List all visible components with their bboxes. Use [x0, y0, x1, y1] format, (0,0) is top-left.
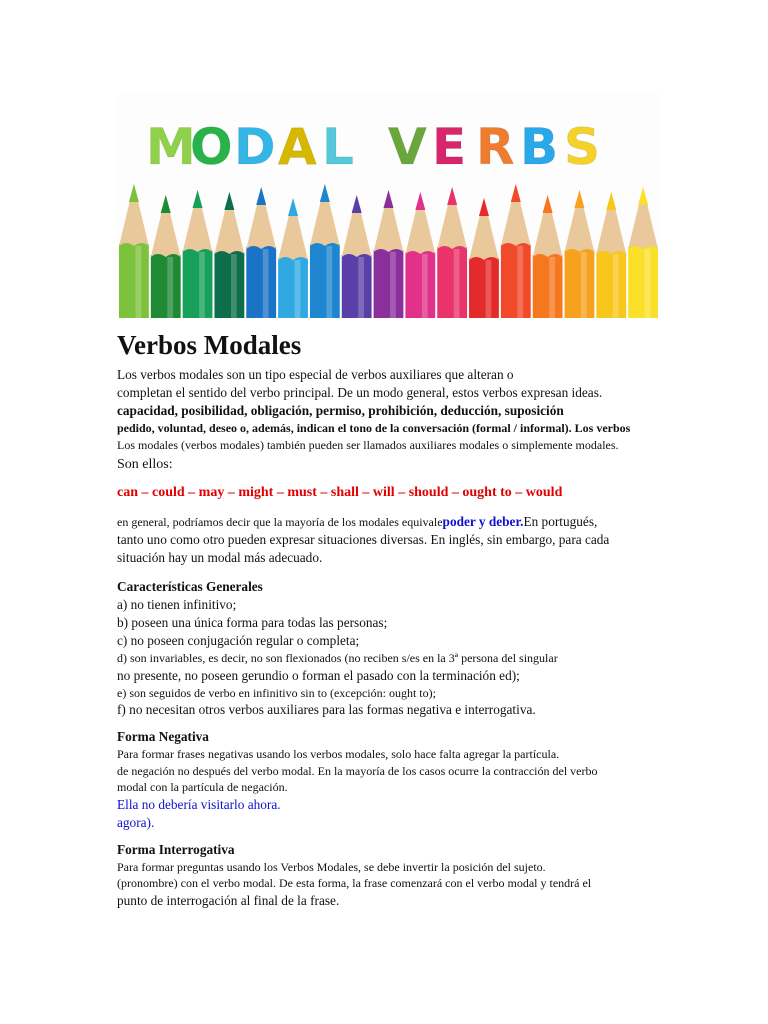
pencil — [374, 190, 404, 318]
characteristics-item: d) son invariables, es decir, no son flexionados (no reciben s/es en la 3ª persona del singular — [117, 651, 558, 665]
modal-verbs-banner — [118, 94, 659, 318]
pencil — [469, 198, 499, 318]
pencil — [628, 187, 658, 318]
banner-title-letter: D — [234, 118, 276, 176]
banner-title-letter: S — [564, 118, 601, 176]
interrogative-title: Forma Interrogativa — [117, 841, 235, 857]
pencil — [501, 184, 531, 318]
pencil — [533, 195, 563, 318]
negative-line-1: Para formar frases negativas usando los verbos modales, solo hace falta agregar la partícula. — [117, 747, 560, 761]
pencil — [565, 190, 595, 318]
intro-line-1: Los verbos modales son un tipo especial de verbos auxiliares que alteran o — [117, 367, 514, 382]
equivalence-line-3: situación hay un modal más adecuado. — [117, 550, 323, 565]
document-body — [117, 330, 665, 910]
banner-title — [146, 118, 600, 176]
equivalence-pre: en general, podríamos decir que la mayoría de los modales equivale — [117, 515, 443, 529]
characteristics-item: e) son seguidos de verbo en infinitivo sin to (excepción: ought to); — [117, 685, 436, 700]
equivalence-post: En portugués, — [523, 514, 598, 529]
equivalence-highlight: poder y deber. — [442, 514, 524, 529]
banner-title-letter: E — [432, 118, 467, 176]
intro-line-5: Los modales (verbos modales) también pueden ser llamados auxiliares modales o simplemente modales. — [117, 437, 619, 452]
characteristics-item: a) no tienen infinitivo; — [117, 597, 237, 612]
equivalence-line-2: tanto uno como otro pueden expresar situaciones diversas. En inglés, sin embargo, para cada — [117, 532, 610, 547]
intro-line-4: pedido, voluntad, deseo o, además, indican el tono de la conversación (formal / informal). Los verbos — [117, 421, 631, 435]
negative-line-2: de negación no después del verbo modal. En la mayoría de los casos ocurre la contracción del verbo — [117, 763, 598, 778]
equivalence-line-1 — [117, 513, 665, 531]
pencil — [119, 184, 149, 318]
negative-title: Forma Negativa — [117, 729, 209, 744]
pencil — [342, 195, 372, 318]
characteristics-item: c) no poseen conjugación regular o completa; — [117, 633, 360, 648]
pencil — [437, 187, 467, 318]
pencil — [278, 198, 308, 318]
intro-line-6: Son ellos: — [117, 457, 173, 472]
intro-line-3: capacidad, posibilidad, obligación, permiso, prohibición, deducción, suposición — [117, 403, 564, 418]
interrogative-line-3: punto de interrogación al final de la frase. — [117, 892, 340, 908]
pencil — [214, 192, 244, 318]
interrogative-line-2: (pronombre) con el verbo modal. De esta forma, la frase comenzará con el verbo modal y tendrá el — [117, 876, 592, 890]
intro-line-2: completan el sentido del verbo principal. De un modo general, estos verbos expresan ideas. — [117, 385, 603, 400]
banner-title-letter: V — [388, 118, 427, 176]
banner-title-letter: L — [322, 118, 354, 176]
banner-title-letter: M — [146, 118, 196, 176]
banner-title-letter: O — [190, 118, 233, 176]
interrogative-line-1: Para formar preguntas usando los Verbos Modales, se debe invertir la posición del sujeto. — [117, 859, 546, 874]
banner-title-letter: A — [278, 118, 317, 176]
pencil — [183, 190, 213, 318]
pencil — [246, 187, 276, 318]
pencil — [151, 195, 181, 318]
banner-title-letter: R — [476, 118, 515, 176]
pencil — [596, 192, 626, 318]
banner-title-letter: B — [520, 118, 559, 176]
characteristics-item: f) no necesitan otros verbos auxiliares para las formas negativa e interrogativa. — [117, 702, 536, 717]
negative-example-1: Ella no debería visitarlo ahora. — [117, 796, 281, 812]
colored-pencils-illustration — [119, 184, 658, 318]
negative-example-2: agora). — [117, 814, 155, 830]
characteristics-title: Características Generales — [117, 579, 263, 594]
characteristics-item: b) poseen una única forma para todas las personas; — [117, 615, 388, 630]
characteristics-item: no presente, no poseen gerundio o forman el pasado con la terminación ed); — [117, 667, 520, 683]
modal-verbs-list: can – could – may – might – must – shall – will – should – ought to – would — [117, 485, 563, 500]
banner-illustration — [118, 94, 659, 318]
pencil — [405, 192, 435, 318]
pencil — [310, 184, 340, 318]
negative-line-3: modal con la partícula de negación. — [117, 780, 288, 794]
page-title: Verbos Modales — [117, 330, 302, 360]
